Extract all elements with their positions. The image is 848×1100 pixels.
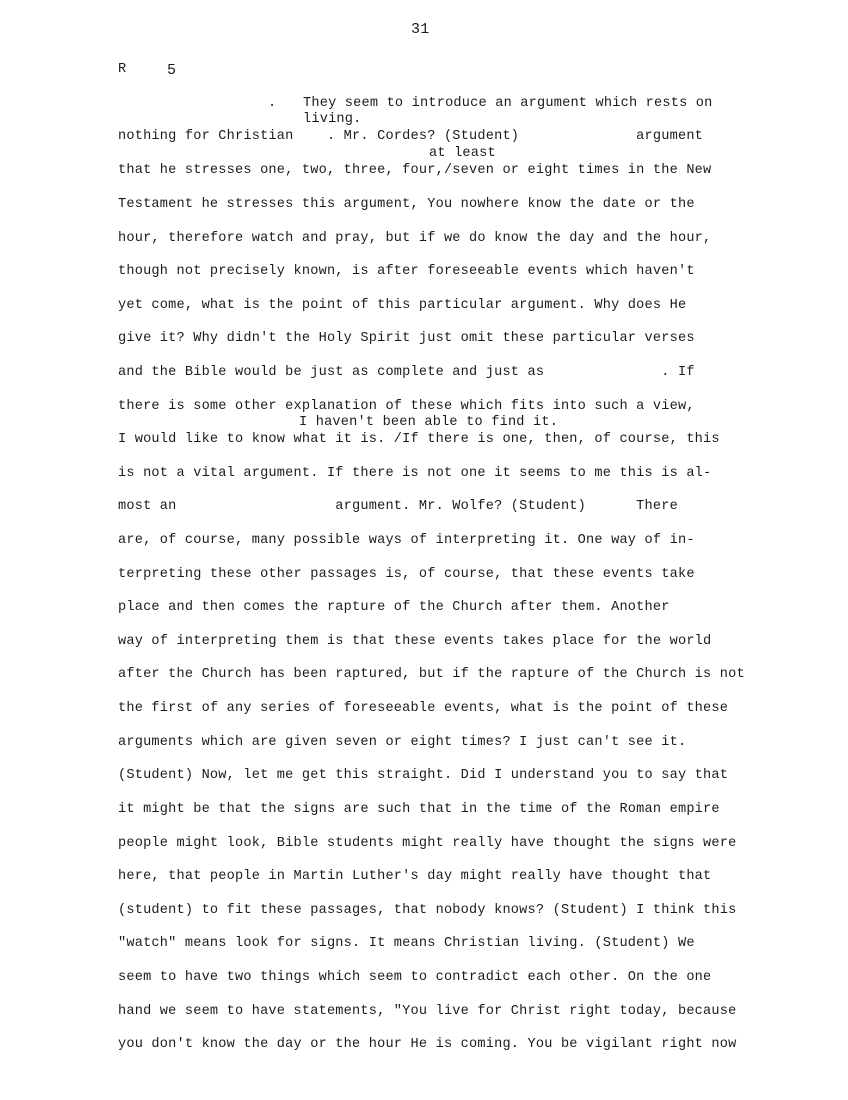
text-line: place and then comes the rapture of the Church after them. Another: [118, 600, 670, 615]
text-line: I would like to know what it is. /If there is one, then, of course, this: [118, 432, 720, 447]
page-number: 31: [411, 21, 430, 38]
text-line: here, that people in Martin Luther's day might really have thought that: [118, 869, 712, 884]
text-line: nothing for Christian . Mr. Cordes? (Student) argument: [118, 129, 704, 144]
text-line: are, of course, many possible ways of interpreting it. One way of in-: [118, 533, 695, 548]
text-line: that he stresses one, two, three, four,/seven or eight times in the New: [118, 163, 712, 178]
text-line: it might be that the signs are such that in the time of the Roman empire: [118, 802, 720, 817]
text-line: you don't know the day or the hour He is coming. You be vigilant right now: [118, 1037, 737, 1052]
text-line: terpreting these other passages is, of course, that these events take: [118, 567, 695, 582]
text-line: They seem to introduce an argument which rests on: [303, 96, 713, 111]
text-line: people might look, Bible students might really have thought the signs were: [118, 836, 737, 851]
text-line: the first of any series of foreseeable events, what is the point of these: [118, 701, 729, 716]
text-line: and the Bible would be just as complete and just as . If: [118, 365, 695, 380]
bullet-mark: .: [268, 96, 277, 111]
text-line: at least: [429, 146, 496, 161]
text-line: is not a vital argument. If there is not one it seems to me this is al-: [118, 466, 712, 481]
header-number: 5: [167, 62, 177, 79]
text-line: living.: [303, 112, 362, 127]
text-line: arguments which are given seven or eight times? I just can't see it.: [118, 735, 687, 750]
header-label: R: [118, 62, 127, 77]
text-line: I haven't been able to find it.: [299, 415, 559, 430]
text-line: hour, therefore watch and pray, but if we do know the day and the hour,: [118, 231, 712, 246]
text-line: most an argument. Mr. Wolfe? (Student) There: [118, 499, 678, 514]
text-line: Testament he stresses this argument, You nowhere know the date or the: [118, 197, 695, 212]
text-line: there is some other explanation of these which fits into such a view,: [118, 399, 695, 414]
text-line: hand we seem to have statements, "You live for Christ right today, because: [118, 1004, 737, 1019]
text-line: give it? Why didn't the Holy Spirit just omit these particular verses: [118, 331, 695, 346]
text-line: way of interpreting them is that these events takes place for the world: [118, 634, 712, 649]
text-line: yet come, what is the point of this particular argument. Why does He: [118, 298, 687, 313]
text-line: after the Church has been raptured, but if the rapture of the Church is not: [118, 667, 745, 682]
text-line: (student) to fit these passages, that nobody knows? (Student) I think this: [118, 903, 737, 918]
text-line: though not precisely known, is after foreseeable events which haven't: [118, 264, 695, 279]
text-line: "watch" means look for signs. It means Christian living. (Student) We: [118, 936, 695, 951]
text-line: (Student) Now, let me get this straight. Did I understand you to say that: [118, 768, 729, 783]
text-line: seem to have two things which seem to contradict each other. On the one: [118, 970, 712, 985]
